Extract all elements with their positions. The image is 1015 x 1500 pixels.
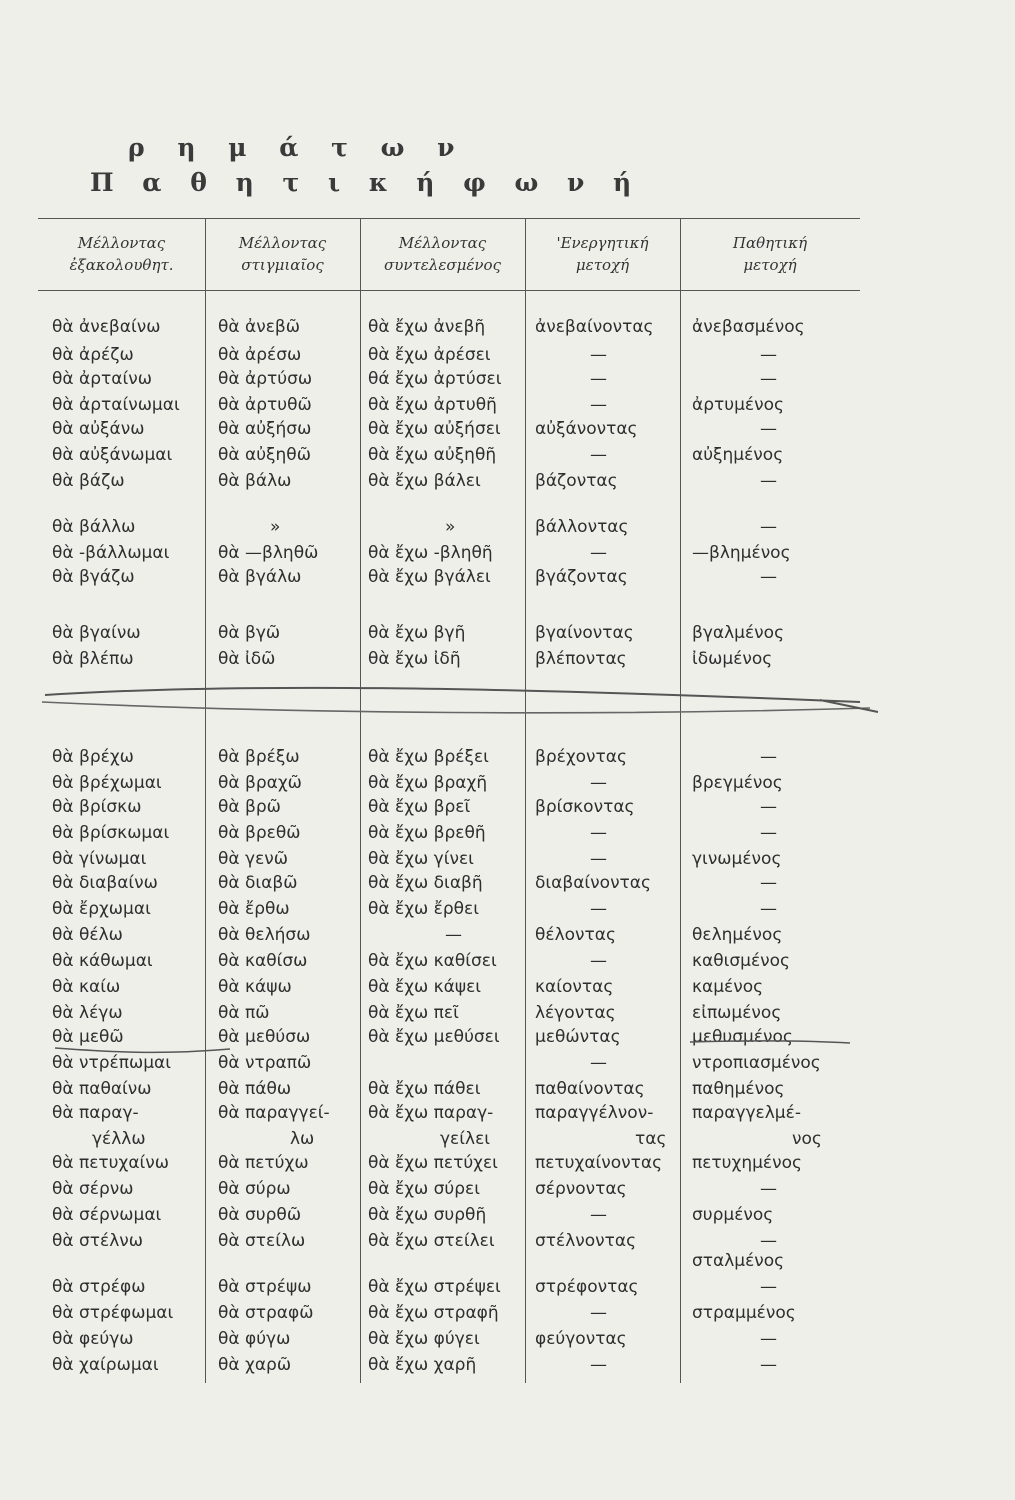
table-cell: — xyxy=(590,1355,607,1375)
table-cell: — xyxy=(760,823,777,843)
table-cell: βγαίνοντας xyxy=(535,623,634,643)
column-header-line1: 'Ενεργητική xyxy=(556,234,649,252)
table-cell: θὰ ἀρέσω xyxy=(218,345,302,365)
table-cell: θὰ αὐξάνω xyxy=(52,419,145,439)
table-cell: θὰ αὐξήσω xyxy=(218,419,312,439)
table-cell: θὰ παραγγεί- xyxy=(218,1103,330,1123)
table-cell: λω xyxy=(290,1129,315,1149)
table-cell: θὰ βραχῶ xyxy=(218,773,302,793)
table-cell: — xyxy=(760,1277,777,1297)
table-cell: θὰ αὐξηθῶ xyxy=(218,445,311,465)
table-cell: θὰ παραγ- xyxy=(52,1103,139,1123)
table-cell: θὰ ἔχω ἀρτυθῆ xyxy=(368,395,497,415)
table-cell: θὰ βγάλω xyxy=(218,567,302,587)
table-cell: καίοντας xyxy=(535,977,614,997)
table-cell: — xyxy=(590,773,607,793)
table-cell: θὰ αὐξάνωμαι xyxy=(52,445,173,465)
table-cell: θὰ ἔχω πάθει xyxy=(368,1079,481,1099)
table-cell: θὰ ἔχω φύγει xyxy=(368,1329,480,1349)
table-cell: — xyxy=(590,395,607,415)
table-cell: ἀνεβαίνοντας xyxy=(535,317,654,337)
table-cell: θὰ πετύχω xyxy=(218,1153,309,1173)
table-cell: θὰ γίνωμαι xyxy=(52,849,147,869)
table-cell: θὰ ἔχω διαβῆ xyxy=(368,873,483,893)
table-cell: θὰ ἔχω παραγ- xyxy=(368,1103,494,1123)
table-cell: βρέχοντας xyxy=(535,747,627,767)
table-cell: θὰ ἔχω στρέψει xyxy=(368,1277,501,1297)
table-cell: θὰ ἔχω αὐξήσει xyxy=(368,419,501,439)
table-cell: θὰ ἔχω βγῆ xyxy=(368,623,466,643)
table-cell: ἀρτυμένος xyxy=(692,395,784,415)
table-cell: θὰ ἔχω ἀρέσει xyxy=(368,345,491,365)
table-cell: θὰ πῶ xyxy=(218,1003,270,1023)
table-cell: — xyxy=(445,925,462,945)
table-cell: βρεγμένος xyxy=(692,773,783,793)
table-cell: παθαίνοντας xyxy=(535,1079,645,1099)
table-cell: θὰ ἔχω βρέξει xyxy=(368,747,489,767)
table-cell: παθημένος xyxy=(692,1079,785,1099)
table-cell: θὰ χαρῶ xyxy=(218,1355,292,1375)
column-header-line1: Μέλλοντας xyxy=(77,234,166,252)
table-cell: θὰ βρῶ xyxy=(218,797,281,817)
table-cell: — xyxy=(760,419,777,439)
table-cell: θὰ θέλω xyxy=(52,925,123,945)
table-cell: βάλλοντας xyxy=(535,517,629,537)
table-cell: ἰδωμένος xyxy=(692,649,773,669)
table-cell: — xyxy=(760,1355,777,1375)
table-cell: θὰ ἀρταίνω xyxy=(52,369,152,389)
table-cell: θὰ ἔρθω xyxy=(218,899,290,919)
table-cell: θὰ βρέχωμαι xyxy=(52,773,162,793)
table-cell: διαβαίνοντας xyxy=(535,873,651,893)
table-cell: θὰ συρθῶ xyxy=(218,1205,302,1225)
table-cell: θὰ στείλω xyxy=(218,1231,306,1251)
table-cell: εἰπωμένος xyxy=(692,1003,782,1023)
table-cell: βγαλμένος xyxy=(692,623,785,643)
table-cell: θὰ ἀρτυθῶ xyxy=(218,395,312,415)
table-cell: θὰ βλέπω xyxy=(52,649,134,669)
table-cell: θὰ ἔχω βρεῖ xyxy=(368,797,471,817)
table-cell: θὰ ἔχω ἰδῆ xyxy=(368,649,461,669)
table-cell: θὰ ἀνεβῶ xyxy=(218,317,300,337)
column-header-line2: μετοχή xyxy=(743,256,797,274)
table-cell: — xyxy=(590,849,607,869)
table-cell: πετυχαίνοντας xyxy=(535,1153,663,1173)
table-cell: γείλει xyxy=(440,1129,491,1149)
table-cell: θὰ ἔχω μεθύσει xyxy=(368,1027,500,1047)
table-cell: θὰ ἔχω χαρῆ xyxy=(368,1355,477,1375)
table-cell: θὰ στρέψω xyxy=(218,1277,312,1297)
column-header-line1: Παθητική xyxy=(732,234,808,252)
table-cell: — xyxy=(760,567,777,587)
table-cell: αὐξημένος xyxy=(692,445,784,465)
table-cell: θὰ ἔρχωμαι xyxy=(52,899,151,919)
table-cell: τας xyxy=(635,1129,667,1149)
table-cell: θὰ σύρω xyxy=(218,1179,291,1199)
table-cell: μεθυσμένος xyxy=(692,1027,793,1047)
table-cell: — xyxy=(590,345,607,365)
table-cell: λέγοντας xyxy=(535,1003,616,1023)
table-cell: — xyxy=(590,543,607,563)
table-cell: » xyxy=(445,517,456,537)
column-header-line2: μετοχή xyxy=(575,256,630,274)
table-cell: βλέποντας xyxy=(535,649,627,669)
table-cell: σταλμένος xyxy=(692,1251,785,1271)
table-cell: θὰ ἔχω βρεθῆ xyxy=(368,823,486,843)
table-cell: θὰ βρίσκω xyxy=(52,797,142,817)
table-cell: θὰ ἔχω πεῖ xyxy=(368,1003,459,1023)
table-cell: θὰ παθαίνω xyxy=(52,1079,152,1099)
table-cell: — xyxy=(590,951,607,971)
table-cell: θὰ καίω xyxy=(52,977,121,997)
table-cell: πετυχημένος xyxy=(692,1153,802,1173)
table-cell: θὰ -βάλλωμαι xyxy=(52,543,170,563)
table-cell: θὰ ἔχω ἀνεβῆ xyxy=(368,317,486,337)
table-cell: θὰ μεθῶ xyxy=(52,1027,124,1047)
table-cell: θὰ ἀνεβαίνω xyxy=(52,317,161,337)
table-cell: θὰ βάζω xyxy=(52,471,125,491)
table-cell: βγάζοντας xyxy=(535,567,628,587)
table-cell: — xyxy=(760,345,777,365)
table-cell: στρέφοντας xyxy=(535,1277,639,1297)
column-header-line1: Μέλλοντας xyxy=(398,234,487,252)
table-cell: θὰ —βληθῶ xyxy=(218,543,319,563)
table-cell: — xyxy=(590,1053,607,1073)
table-cell: θὰ ἔχω αὐξηθῆ xyxy=(368,445,497,465)
table-cell: θὰ ἔχω -βληθῆ xyxy=(368,543,493,563)
table-cell: θὰ ἔχω βάλει xyxy=(368,471,481,491)
table-cell: θὰ ἔχω ἔρθει xyxy=(368,899,479,919)
table-cell: θὰ σέρνω xyxy=(52,1179,134,1199)
table-cell: —βλημένος xyxy=(692,543,791,563)
table-cell: θὰ φεύγω xyxy=(52,1329,134,1349)
table-cell: » xyxy=(270,517,281,537)
table-cell: — xyxy=(590,445,607,465)
table-cell: θὰ στέλνω xyxy=(52,1231,144,1251)
table-cell: ντροπιασμένος xyxy=(692,1053,821,1073)
table-cell: θὰ θελήσω xyxy=(218,925,311,945)
table-cell: θὰ διαβῶ xyxy=(218,873,298,893)
table-cell: θὰ ἔχω σύρει xyxy=(368,1179,481,1199)
table-cell: αὐξάνοντας xyxy=(535,419,638,439)
table-cell: θὰ ἀρτύσω xyxy=(218,369,313,389)
table-cell: — xyxy=(590,1303,607,1323)
table-cell: θὰ ντρέπωμαι xyxy=(52,1053,171,1073)
table-cell: θὰ ἔχω πετύχει xyxy=(368,1153,498,1173)
table-cell: νος xyxy=(792,1129,822,1149)
table-cell: θὰ ἔχω βραχῆ xyxy=(368,773,488,793)
table-cell: θὰ κάθωμαι xyxy=(52,951,153,971)
table-cell: παραγγελμέ- xyxy=(692,1103,801,1123)
table-cell: θὰ κάψω xyxy=(218,977,292,997)
column-header-line2: στιγμιαῖος xyxy=(241,256,324,274)
table-cell: θὰ χαίρωμαι xyxy=(52,1355,159,1375)
table-cell: θὰ μεθύσω xyxy=(218,1027,311,1047)
table-cell: θὰ βρέχω xyxy=(52,747,134,767)
table-cell: θὰ στραφῶ xyxy=(218,1303,314,1323)
column-header-line2: συντελεσμένος xyxy=(384,256,501,274)
table-cell: — xyxy=(590,899,607,919)
table-cell: σέρνοντας xyxy=(535,1179,627,1199)
table-cell: καμένος xyxy=(692,977,764,997)
table-cell: θὰ πετυχαίνω xyxy=(52,1153,170,1173)
table-cell: — xyxy=(590,369,607,389)
table-cell: μεθώντας xyxy=(535,1027,621,1047)
table-cell: θὰ βγαίνω xyxy=(52,623,141,643)
table-cell: θὰ λέγω xyxy=(52,1003,123,1023)
column-header-line1: Μέλλοντας xyxy=(238,234,327,252)
table-cell: θέλοντας xyxy=(535,925,616,945)
table-cell: θὰ πάθω xyxy=(218,1079,292,1099)
table-cell: θὰ καθίσω xyxy=(218,951,308,971)
table-cell: θὰ ἔχω γίνει xyxy=(368,849,474,869)
table-cell: θὰ βγάζω xyxy=(52,567,135,587)
table-cell: θὰ ἰδῶ xyxy=(218,649,276,669)
column-header-line2: ἐξακολουθητ. xyxy=(69,256,174,274)
page-title: ρ η μ ά τ ω ν xyxy=(128,133,467,162)
table-cell: γινωμένος xyxy=(692,849,782,869)
table-cell: — xyxy=(760,1329,777,1349)
table-cell: θὰ σέρνωμαι xyxy=(52,1205,162,1225)
table-cell: θὰ ἔχω στραφῆ xyxy=(368,1303,499,1323)
table-cell: θὰ βρίσκωμαι xyxy=(52,823,170,843)
table-cell: θελημένος xyxy=(692,925,783,945)
table-cell: — xyxy=(760,747,777,767)
table-cell: θὰ ἔχω συρθῆ xyxy=(368,1205,487,1225)
table-cell: ἀνεβασμένος xyxy=(692,317,805,337)
table-cell: — xyxy=(760,797,777,817)
table-cell: συρμένος xyxy=(692,1205,774,1225)
table-cell: θὰ βρεθῶ xyxy=(218,823,301,843)
table-cell: θὰ φύγω xyxy=(218,1329,291,1349)
table-cell: θὰ ἔχω κάψει xyxy=(368,977,482,997)
table-cell: — xyxy=(590,1205,607,1225)
table-cell: θὰ ἔχω στείλει xyxy=(368,1231,495,1251)
table-cell: — xyxy=(590,823,607,843)
table-cell: βρίσκοντας xyxy=(535,797,635,817)
page-subtitle: Π α θ η τ ι κ ή φ ω ν ή xyxy=(90,168,642,197)
table-cell: θὰ ντραπῶ xyxy=(218,1053,312,1073)
table-cell: θὰ ἀρέζω xyxy=(52,345,134,365)
table-cell: — xyxy=(760,873,777,893)
table-cell: γέλλω xyxy=(92,1129,146,1149)
table-cell: θὰ ἔχω βγάλει xyxy=(368,567,491,587)
table-cell: — xyxy=(760,369,777,389)
table-cell: παραγγέλνον- xyxy=(535,1103,654,1123)
table-cell: θὰ βγῶ xyxy=(218,623,281,643)
table-cell: θὰ στρέφω xyxy=(52,1277,146,1297)
table-cell: στέλνοντας xyxy=(535,1231,637,1251)
table-cell: φεύγοντας xyxy=(535,1329,627,1349)
table-cell: θὰ ἀρταίνωμαι xyxy=(52,395,180,415)
table-cell: θὰ βρέξω xyxy=(218,747,300,767)
table-cell: θὰ στρέφωμαι xyxy=(52,1303,174,1323)
table-cell: — xyxy=(760,517,777,537)
table-cell: βάζοντας xyxy=(535,471,618,491)
table-cell: — xyxy=(760,899,777,919)
table-cell: στραμμένος xyxy=(692,1303,796,1323)
table-cell: θὰ γενῶ xyxy=(218,849,288,869)
table-cell: θά ἔχω ἀρτύσει xyxy=(368,369,502,389)
table-cell: θὰ βάλλω xyxy=(52,517,136,537)
table-cell: θὰ διαβαίνω xyxy=(52,873,158,893)
table-cell: θὰ ἔχω καθίσει xyxy=(368,951,497,971)
table-cell: — xyxy=(760,1231,777,1251)
table-cell: — xyxy=(760,1179,777,1199)
table-cell: — xyxy=(760,471,777,491)
table-cell: θὰ βάλω xyxy=(218,471,292,491)
table-cell: καθισμένος xyxy=(692,951,791,971)
